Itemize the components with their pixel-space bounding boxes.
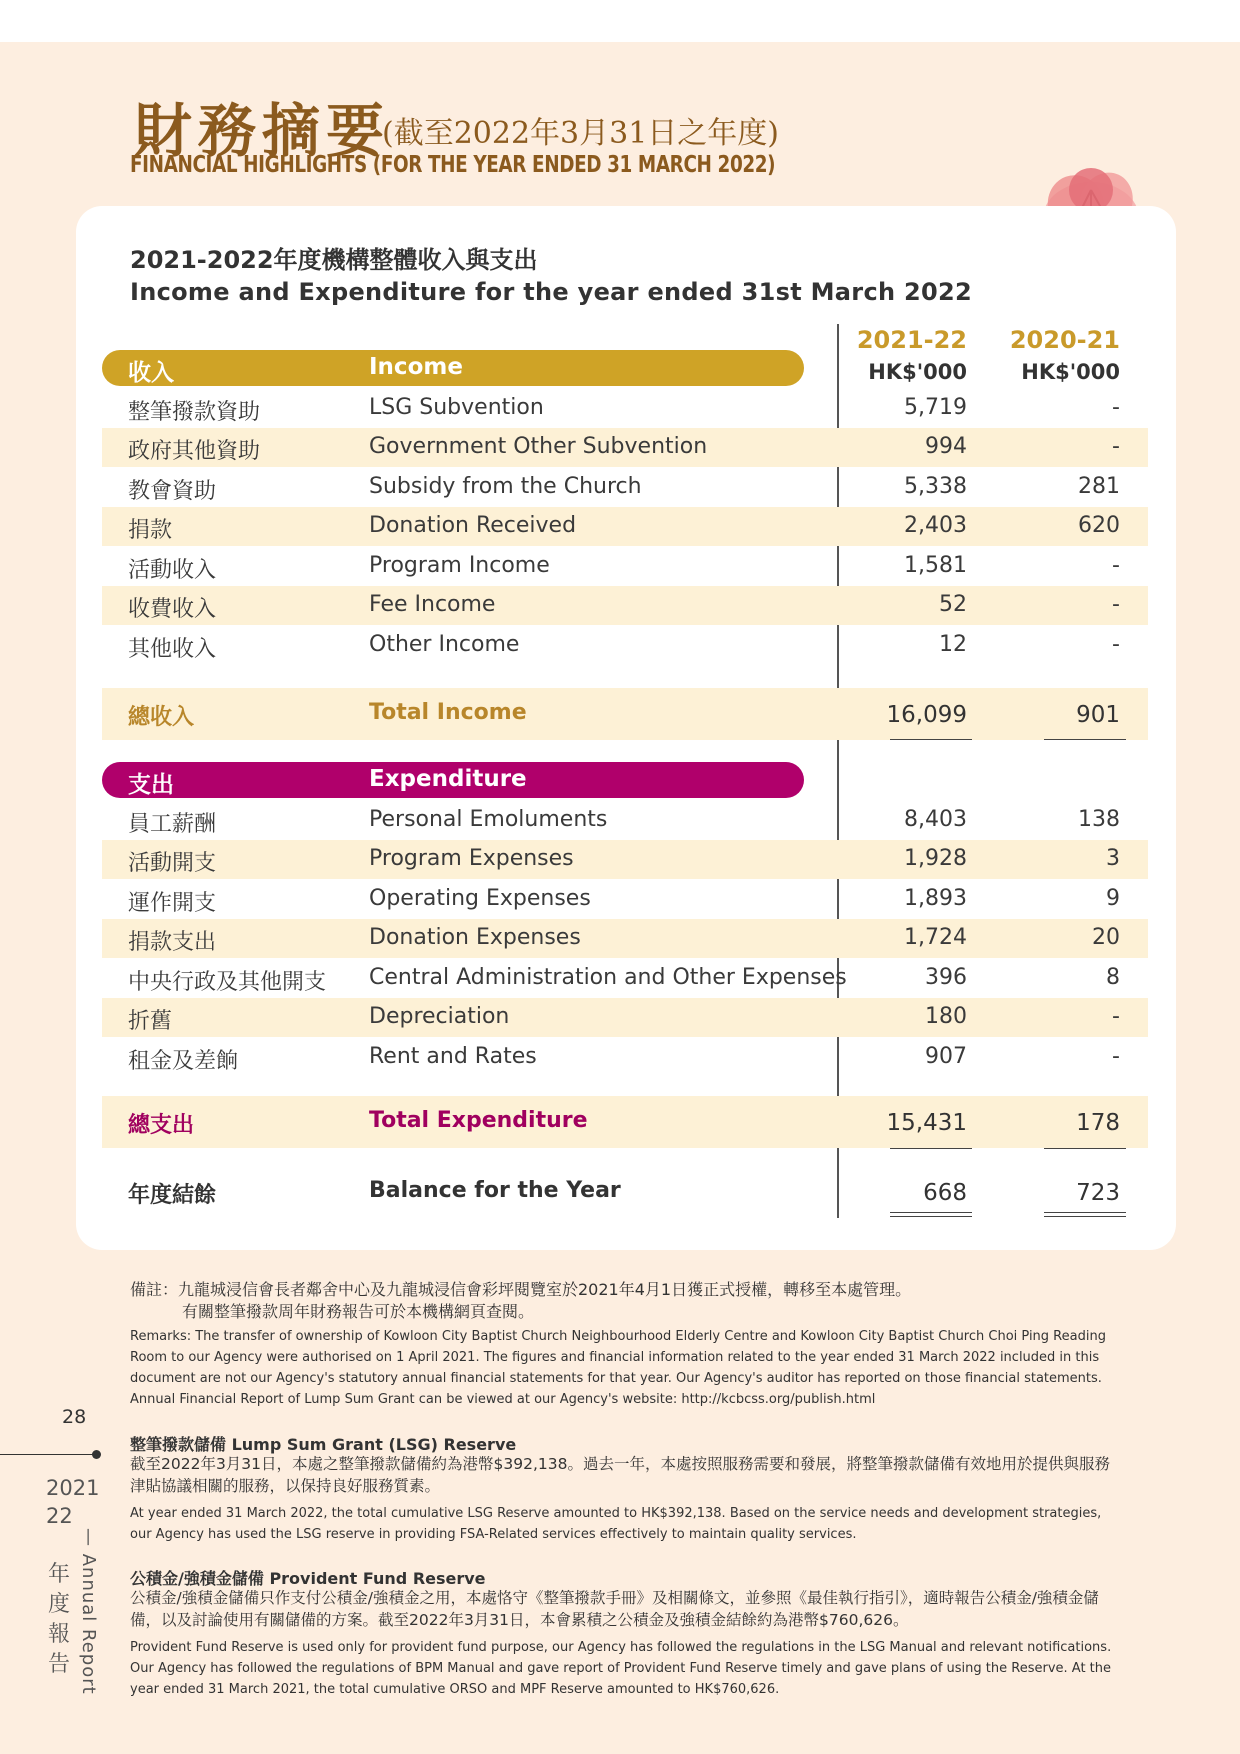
table-row: 捐款 Donation Received 2,403 620	[102, 507, 1148, 546]
table-row: 收費收入 Fee Income 52 -	[102, 586, 1148, 625]
balance-row: 年度結餘 Balance for the Year 668 723	[128, 1178, 1120, 1208]
pf-paragraph-en: Provident Fund Reserve is used only for provident fund purpose, our Agency has followed the regulations in the LSG Manual and relevant notifications. Our Agency has followed the regulations of BPM Manual and gave report of Provident Fund Reserve timely and gave plans of using the Reserve. At the year ended 31 March 2021, the total cumulative ORSO and MPF Reserve amounted to HK$760,626.	[130, 1640, 1112, 1697]
page-title-zh: 財務摘要	[134, 97, 391, 165]
column-year-2021-22: 2021-22	[856, 326, 967, 354]
table-row: 員工薪酬 Personal Emoluments 8,403 138	[128, 807, 1120, 837]
side-year-bottom: 22	[46, 1504, 73, 1528]
page-number: 28	[62, 1406, 87, 1428]
page-title-en: FINANCIAL HIGHLIGHTS (FOR THE YEAR ENDED 31 MARCH 2022)	[130, 152, 776, 178]
side-dot	[92, 1450, 101, 1459]
table-row: 運作開支 Operating Expenses 1,893 9	[128, 886, 1120, 916]
table-row: 教會資助 Subsidy from the Church 5,338 281	[128, 474, 1120, 504]
table-row: 活動開支 Program Expenses 1,928 3	[102, 840, 1148, 879]
lsg-paragraph-zh: 截至2022年3月31日，本處之整筆撥款儲備約為港幣$392,138。過去一年，本處按照服務需要和發展，將整筆撥款儲備有效地用於提供與服務津貼協議相關的服務，以保持良好服務質素。	[130, 1455, 1110, 1495]
top-band	[0, 0, 1240, 42]
balance-double-underline-2021-22-b	[890, 1216, 972, 1217]
page-title-zh-sub: (截至2022年3月31日之年度)	[382, 116, 780, 151]
lsg-paragraph-en: At year ended 31 March 2022, the total cumulative LSG Reserve amounted to HK$392,138. Based on the service needs and development strategies, our Agency has used the LSG reserve in providing FSA-Related services effectively to maintain quality services.	[130, 1506, 1102, 1542]
table-row: 中央行政及其他開支 Central Administration and Other Expenses 396 8	[128, 965, 1120, 995]
table-row: 租金及差餉 Rent and Rates 907 -	[128, 1044, 1120, 1074]
income-section-header	[102, 350, 804, 386]
total-expenditure-row: 總支出 Total Expenditure 15,431 178	[102, 1096, 1148, 1148]
total-income-underline-2020-21	[1044, 739, 1126, 740]
table-row: 政府其他資助 Government Other Subvention 994 -	[102, 428, 1148, 467]
table-row: 活動收入 Program Income 1,581 -	[128, 553, 1120, 583]
table-heading-en: Income and Expenditure for the year ended 31st March 2022	[130, 278, 973, 306]
total-expenditure-underline-2021-22	[890, 1148, 972, 1149]
income-label-zh: 收入	[128, 360, 174, 386]
column-unit-2021-22: HK$'000	[868, 360, 967, 384]
side-annual-report-zh: 年度報告	[48, 1562, 71, 1677]
table-heading-zh: 2021-2022年度機構整體收入與支出	[130, 246, 538, 274]
expenditure-label-zh: 支出	[128, 772, 174, 798]
remarks-zh-line2: 有關整筆撥款周年財務報告可於本機構網頁查閱。	[182, 1302, 535, 1321]
lsg-heading	[130, 1432, 516, 1455]
pf-paragraph-zh: 公積金/強積金儲備只作支付公積金/強積金之用，本處恪守《整筆撥款手冊》及相關條文，並參照《最佳執行指引》，適時報告公積金/強積金儲備，以及討論使用有關儲備的方案。截至2022年3月31日，本會累積之公積金及強積金結餘約為港幣$760,626。	[130, 1589, 1099, 1629]
balance-double-underline-2020-21-b	[1044, 1216, 1126, 1217]
column-unit-2020-21: HK$'000	[1021, 360, 1120, 384]
remarks-zh-line1: 備註：九龍城浸信會長者鄰舍中心及九龍城浸信會彩坪閱覽室於2021年4月1日獲正式授權，轉移至本處管理。	[130, 1280, 912, 1299]
side-rule	[0, 1454, 96, 1455]
side-year-top: 2021	[46, 1476, 100, 1500]
total-expenditure-underline-2020-21	[1044, 1148, 1126, 1149]
column-year-2020-21: 2020-21	[1009, 326, 1120, 354]
pf-heading	[130, 1566, 486, 1589]
total-income-underline-2021-22	[890, 739, 972, 740]
table-row: 整筆撥款資助 LSG Subvention 5,719 -	[128, 395, 1120, 425]
side-annual-report-en: — Annual Report	[78, 1528, 99, 1695]
income-label-en: Income	[369, 354, 463, 380]
lsg-heading-en: Lump Sum Grant (LSG) Reserve	[231, 1435, 517, 1454]
table-row: 其他收入 Other Income 12 -	[128, 632, 1120, 662]
table-row: 折舊 Depreciation 180 -	[102, 998, 1148, 1037]
lsg-heading-zh: 整筆撥款儲備	[130, 1435, 227, 1454]
balance-double-underline-2020-21-a	[1044, 1212, 1126, 1213]
total-income-row: 總收入 Total Income 16,099 901	[102, 688, 1148, 740]
table-row: 捐款支出 Donation Expenses 1,724 20	[102, 919, 1148, 958]
pf-heading-zh: 公積金/強積金儲備	[130, 1569, 264, 1588]
pf-heading-en: Provident Fund Reserve	[269, 1569, 486, 1588]
expenditure-label-en: Expenditure	[369, 766, 527, 792]
balance-double-underline-2021-22-a	[890, 1212, 972, 1213]
remarks-en: Remarks: The transfer of ownership of Kowloon City Baptist Church Neighbourhood Elderly Centre and Kowloon City Baptist Church Choi Ping Reading Room to our Agency were authorised on 1 April 2021. The figures and financial information related to the year ended 31 March 2022 included in this document are not our Agency's statutory annual financial statements for that year. Our Agency's auditor has reported on those financial statements. Annual Financial Report of Lump Sum Grant can be viewed at our Agency's website: http://kcbcss.org/publish.html	[130, 1329, 1106, 1407]
expenditure-section-header	[102, 762, 804, 798]
